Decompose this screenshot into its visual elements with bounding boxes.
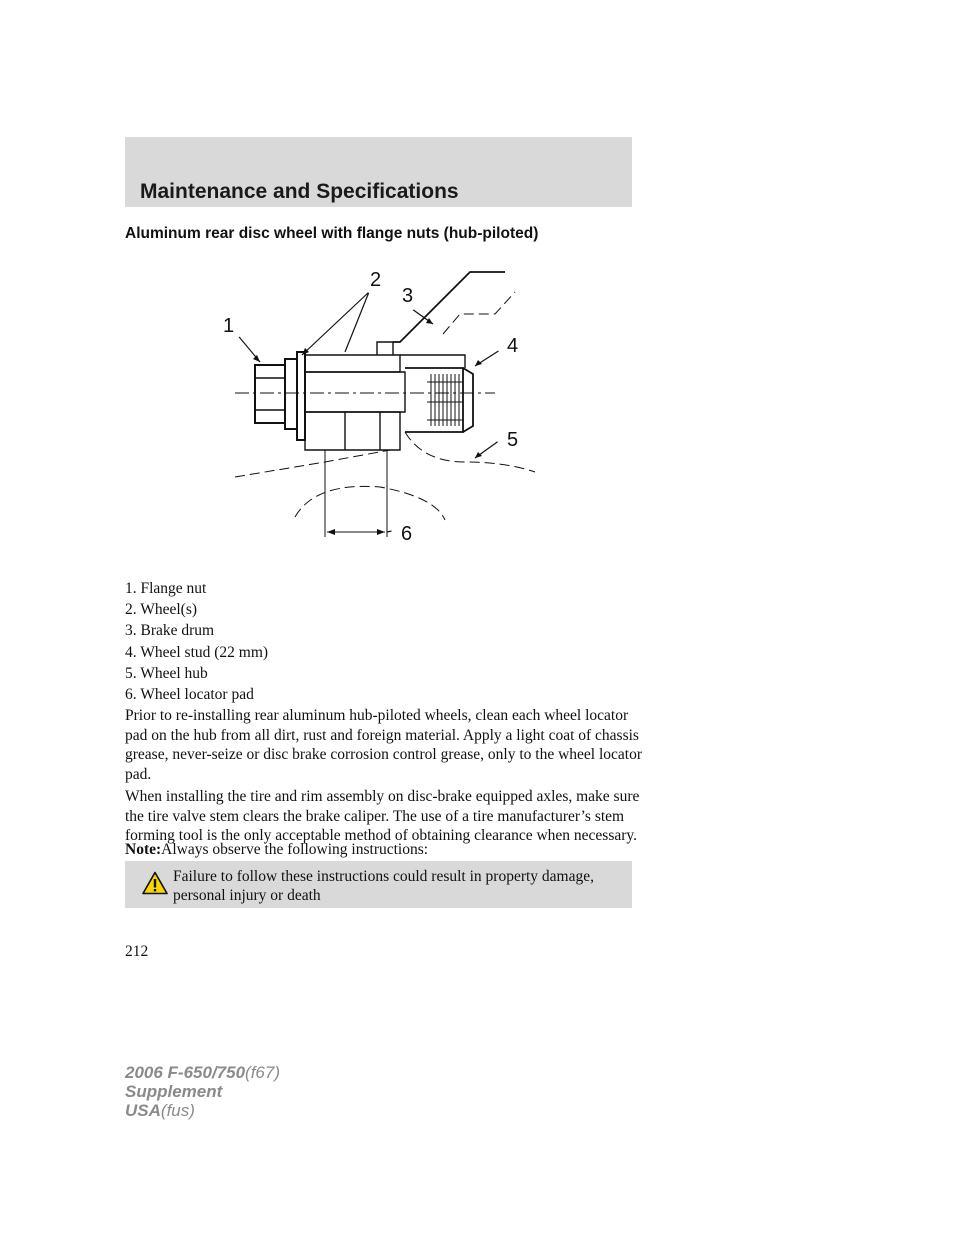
cleaning-paragraph: Prior to re-installing rear aluminum hub-piloted wheels, clean each wheel locator pad on the hub from all dirt, rust and foreign material. Apply a light coat of chassis grease, never-seize or disc brake corrosion control grease, only to the wheel locator pad.: [125, 707, 643, 783]
footer-model: 2006 F-650/750: [125, 1063, 246, 1082]
parts-legend: [125, 579, 268, 706]
callout-5: 5: [507, 429, 519, 451]
warning-text: Failure to follow these instructions could result in property damage, personal injury or death: [173, 868, 594, 904]
callout-2: 2: [370, 269, 382, 291]
footer-market: USA: [125, 1101, 161, 1120]
callout-1: 1: [223, 315, 235, 337]
callout-3: 3: [402, 285, 414, 307]
legend-item: 5. Wheel hub: [125, 664, 208, 682]
wheel-hub-diagram: [205, 262, 550, 557]
footer-model-code: (f67): [245, 1063, 281, 1082]
note-text: Always observe the following instructions:: [161, 841, 429, 858]
document-footer: [125, 1063, 280, 1120]
callout-6: 6: [401, 523, 413, 545]
callout-4: 4: [507, 335, 519, 357]
note-label: Note:: [125, 841, 162, 858]
warning-box: [125, 861, 632, 908]
legend-item: 1. Flange nut: [125, 580, 207, 597]
page-title: Maintenance and Specifications: [140, 180, 459, 203]
footer-market-code: (fus): [160, 1101, 195, 1120]
legend-item: 6. Wheel locator pad: [125, 685, 254, 703]
note-paragraph: [125, 840, 645, 860]
warning-triangle-icon: [142, 871, 168, 895]
footer-doc-type: Supplement: [125, 1082, 223, 1101]
legend-item: 3. Brake drum: [125, 622, 215, 640]
legend-item: 4. Wheel stud (22 mm): [125, 643, 269, 661]
legend-item: 2. Wheel(s): [125, 601, 198, 619]
section-title: Aluminum rear disc wheel with flange nuts (hub-piloted): [125, 225, 539, 242]
page-number: 212: [125, 943, 149, 960]
installation-paragraph: When installing the tire and rim assembly on disc-brake equipped axles, make sure the tire valve stem clears the brake caliper. The use of a tire manufacturer’s stem forming tool is the only acceptable method of obtaining clearance when necessary.: [125, 788, 640, 845]
